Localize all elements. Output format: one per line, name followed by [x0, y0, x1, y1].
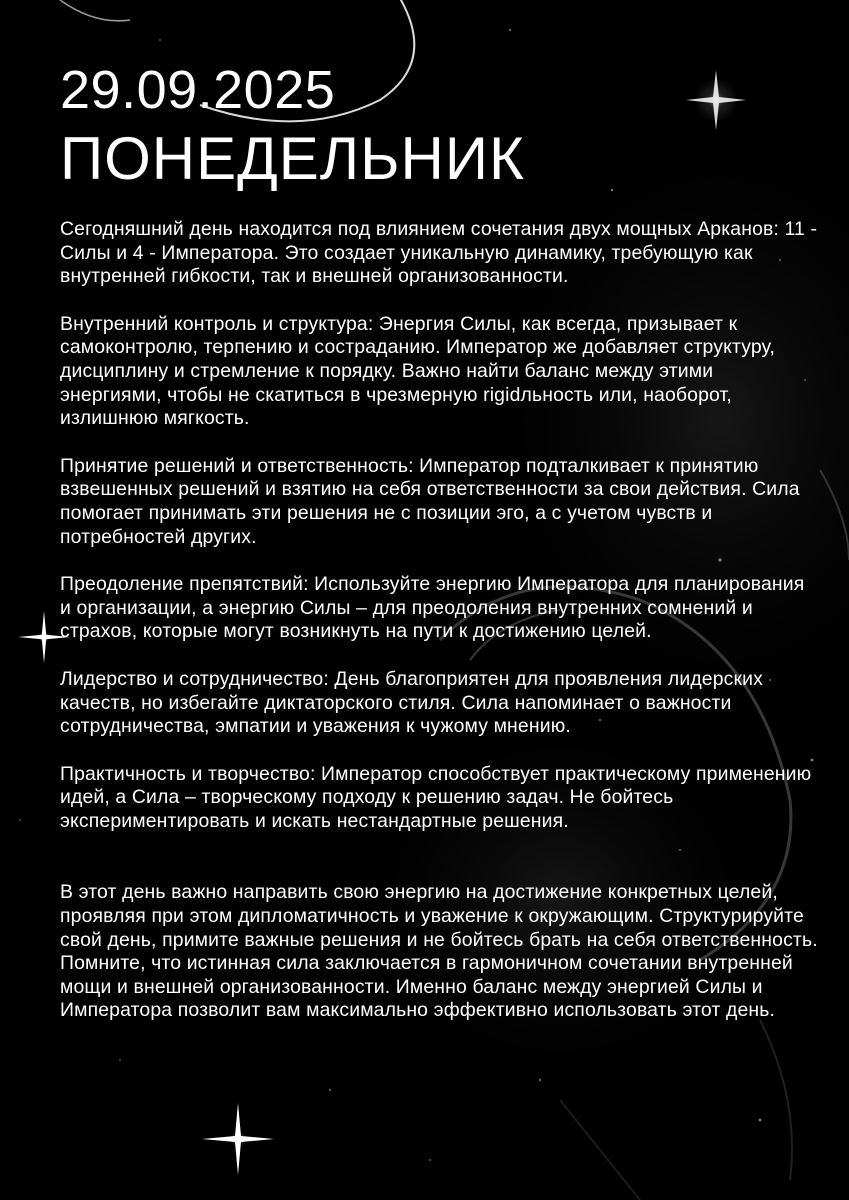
weekday-heading: ПОНЕДЕЛЬНИК	[60, 125, 525, 192]
paragraph-obstacles: Преодоление препятствий: Используйте энергию Императора для планирования и организации, а энергию Силы – для преодоления внутренних сомнений и страхов, которые могут возникнуть на пути к достижению целей.	[60, 573, 805, 643]
date-heading: 29.09.2025	[60, 60, 336, 120]
sparkle-star-bottom	[202, 1103, 274, 1175]
paragraph-decisions: Принятие решений и ответственность: Император подталкивает к принятию взвешенных решений и взятию на себя ответственности за свои действия. Сила помогает принимать эти решения не с позиции эго, а с учетом чувств и потребностей других.	[60, 454, 800, 548]
conclusion-paragraph: В этот день важно направить свою энергию на достижение конкретных целей, проявляя при этом дипломатичность и уважение к окружающим. Структурируйте свой день, примите важные решения и не бойтесь брать на себя ответственность. Помните, что истинная сила заключается в гармоничном сочетании внутренней мощи и внешней организованности. Именно баланс между энергией Силы и Императора позволит вам максимально эффективно использовать этот день.	[60, 881, 818, 1022]
horoscope-card	[60, 60, 820, 1047]
paragraph-practicality: Практичность и творчество: Император способствует практическому применению идей, а Сила – творческому подходу к решению задач. Не бойтесь экспериментировать и искать нестандартные решения.	[60, 762, 812, 832]
intro-paragraph: Сегодняшний день находится под влиянием сочетания двух мощных Арканов: 11 - Силы и 4 - Императора. Это создает уникальную динамику, требующую как внутренней гибкости, так и внешней организованности.	[60, 218, 818, 288]
paragraph-control-structure: Внутренний контроль и структура: Энергия Силы, как всегда, призывает к самоконтролю, терпению и состраданию. Император же добавляет структуру, дисциплину и стремление к порядку. Важно найти баланс между этими энергиями, чтобы не скатиться в чрезмерную rigidльность или, наоборот, излишнюю мягкость.	[60, 312, 775, 430]
paragraph-leadership: Лидерство и сотрудничество: День благоприятен для проявления лидерских качеств, но избегайте диктаторского стиля. Сила напоминает о важности сотрудничества, эмпатии и уважения к чужому мнению.	[60, 667, 763, 738]
horoscope-body	[60, 218, 820, 1023]
